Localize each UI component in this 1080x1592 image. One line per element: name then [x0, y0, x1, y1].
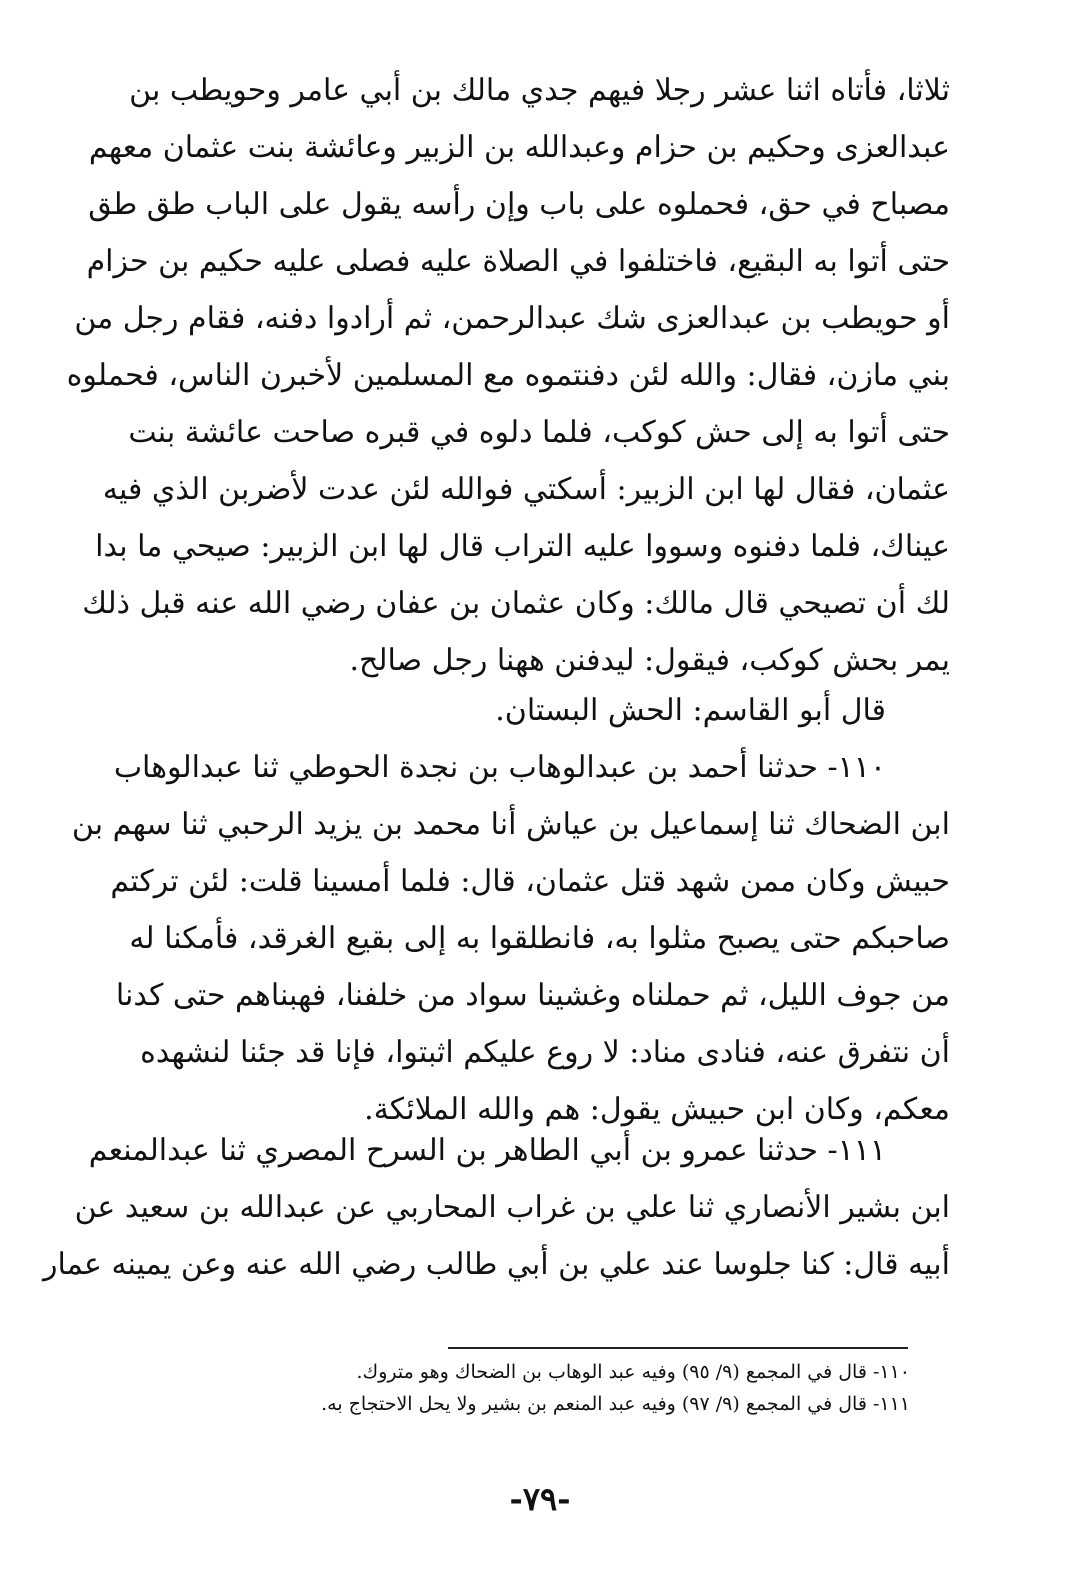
text-line: معكم، وكان ابن حبيش يقول: هم والله الملائكة. [364, 1092, 950, 1127]
main-text-paragraph-3 [43, 1122, 950, 1293]
footnote-separator [448, 1347, 908, 1349]
text-line: حتى أتوا به البقيع، فاختلفوا في الصلاة عليه فصلى عليه حكيم بن حزام [86, 244, 950, 279]
page-number: -٧٩- [509, 1480, 571, 1518]
footnotes [270, 1356, 910, 1420]
text-line: أن نتفرق عنه، فنادى مناد: لا روع عليكم اثبتوا، فإنا قد جئنا لنشهده [140, 1035, 950, 1070]
text-line: من جوف الليل، ثم حملناه وغشينا سواد من خلفنا، فهبناهم حتى كدنا [115, 978, 950, 1013]
text-line: عيناك، فلما دفنوه وسووا عليه التراب قال لها ابن الزبير: صيحي ما بدا [95, 529, 950, 564]
text-line: أو حويطب بن عبدالعزى شك عبدالرحمن، ثم أرادوا دفنه، فقام رجل من [74, 301, 950, 336]
text-line: ابن الضحاك ثنا إسماعيل بن عياش أنا محمد بن يزيد الرحبي ثنا سهم بن [71, 807, 950, 842]
text-line: أبيه قال: كنا جلوسا عند علي بن أبي طالب رضي الله عنه وعن يمينه عمار [43, 1247, 950, 1282]
text-line: ثلاثا، فأتاه اثنا عشر رجلا فيهم جدي مالك بن أبي عامر وحويطب بن [129, 73, 950, 108]
text-line: قال أبو القاسم: الحش البستان. [495, 693, 886, 728]
text-line: بني مازن، فقال: والله لئن دفنتموه مع المسلمين لأخبرن الناس، فحملوه [66, 358, 950, 393]
text-line: ابن بشير الأنصاري ثنا علي بن غراب المحاربي عن عبدالله بن سعيد عن [74, 1190, 950, 1225]
main-text-paragraph-1 [66, 62, 950, 689]
text-line: يمر بحش كوكب، فيقول: ليدفنن ههنا رجل صالح. [349, 643, 950, 678]
footnote-110: ١١٠- قال في المجمع (٩/ ٩٥) وفيه عبد الوهاب بن الضحاك وهو متروك. [356, 1361, 910, 1383]
footnote-111: ١١١- قال في المجمع (٩/ ٩٧) وفيه عبد المنعم بن بشير ولا يحل الاحتجاج به. [321, 1393, 910, 1415]
text-line: لك أن تصيحي قال مالك: وكان عثمان بن عفان رضي الله عنه قبل ذلك [82, 586, 950, 621]
text-line: عثمان، فقال لها ابن الزبير: أسكتي فوالله لئن عدت لأضربن الذي فيه [102, 472, 950, 507]
hadith-111-start: ١١١- حدثنا عمرو بن أبي الطاهر بن السرح المصري ثنا عبدالمنعم [88, 1133, 886, 1168]
text-line: عبدالعزى وحكيم بن حزام وعبدالله بن الزبير وعائشة بنت عثمان معهم [88, 130, 950, 165]
main-text-paragraph-2 [71, 682, 950, 1138]
hadith-110-start: ١١٠- حدثنا أحمد بن عبدالوهاب بن نجدة الحوطي ثنا عبدالوهاب [113, 750, 886, 785]
text-line: صاحبكم حتى يصبح مثلوا به، فانطلقوا به إلى بقيع الغرقد، فأمكنا له [129, 921, 950, 956]
text-line: مصباح في حق، فحملوه على باب وإن رأسه يقول على الباب طق طق [88, 187, 950, 222]
text-line: حبيش وكان ممن شهد قتل عثمان، قال: فلما أمسينا قلت: لئن تركتم [110, 864, 950, 899]
text-line: حتى أتوا به إلى حش كوكب، فلما دلوه في قبره صاحت عائشة بنت [128, 415, 950, 450]
